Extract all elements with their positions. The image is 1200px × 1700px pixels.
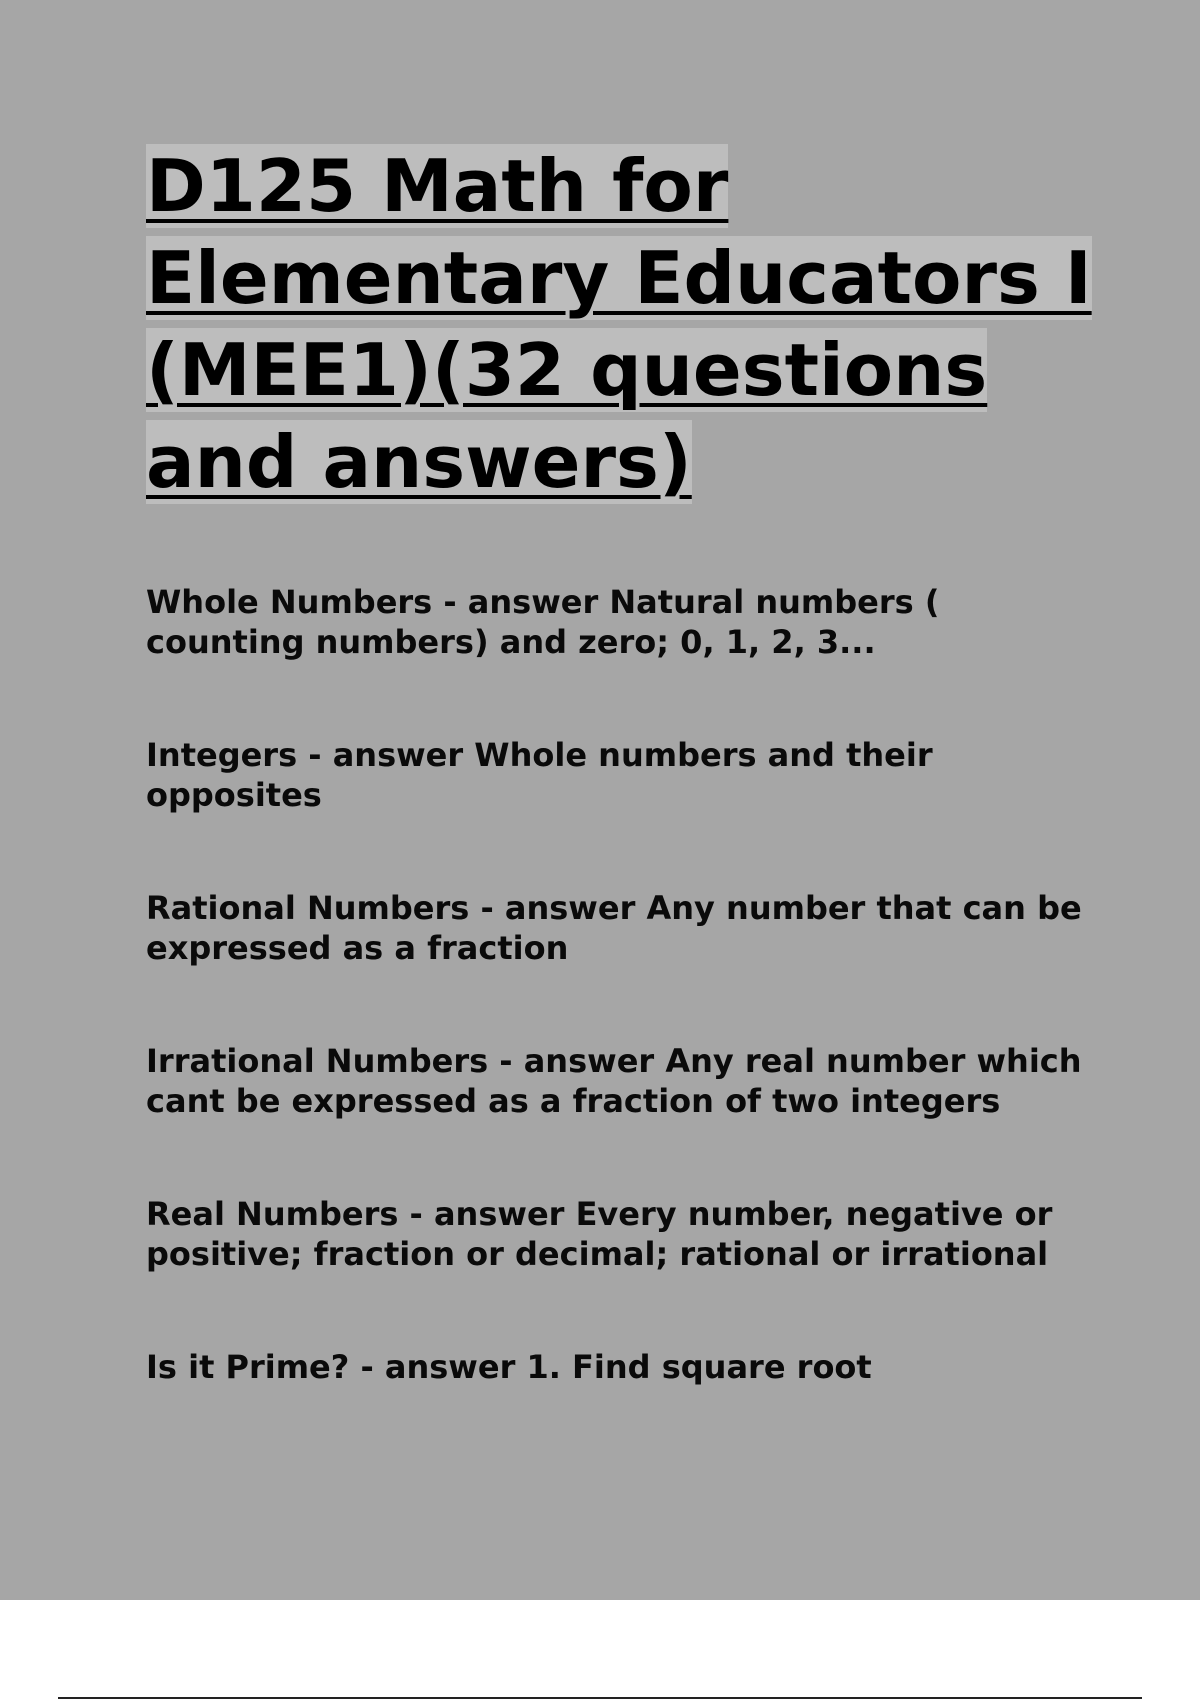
qa-item: Whole Numbers - answer Natural numbers ( counting numbers) and zero; 0, 1, 2, 3... xyxy=(146,583,940,661)
footer-divider xyxy=(58,1697,1142,1699)
document-title xyxy=(146,140,1106,508)
qa-item: Is it Prime? - answer 1. Find square root xyxy=(146,1348,872,1386)
qa-item: Rational Numbers - answer Any number that can be expressed as a fraction xyxy=(146,889,1082,967)
title-text: D125 Math for Elementary Educators I (MEE1)(32 questions and answers) xyxy=(146,144,1092,504)
qa-item: Irrational Numbers - answer Any real number which cant be expressed as a fraction of two integers xyxy=(146,1042,1082,1120)
qa-list xyxy=(146,582,1106,1460)
qa-item: Integers - answer Whole numbers and their opposites xyxy=(146,736,933,814)
qa-item: Real Numbers - answer Every number, negative or positive; fraction or decimal; rational or irrational xyxy=(146,1195,1053,1273)
